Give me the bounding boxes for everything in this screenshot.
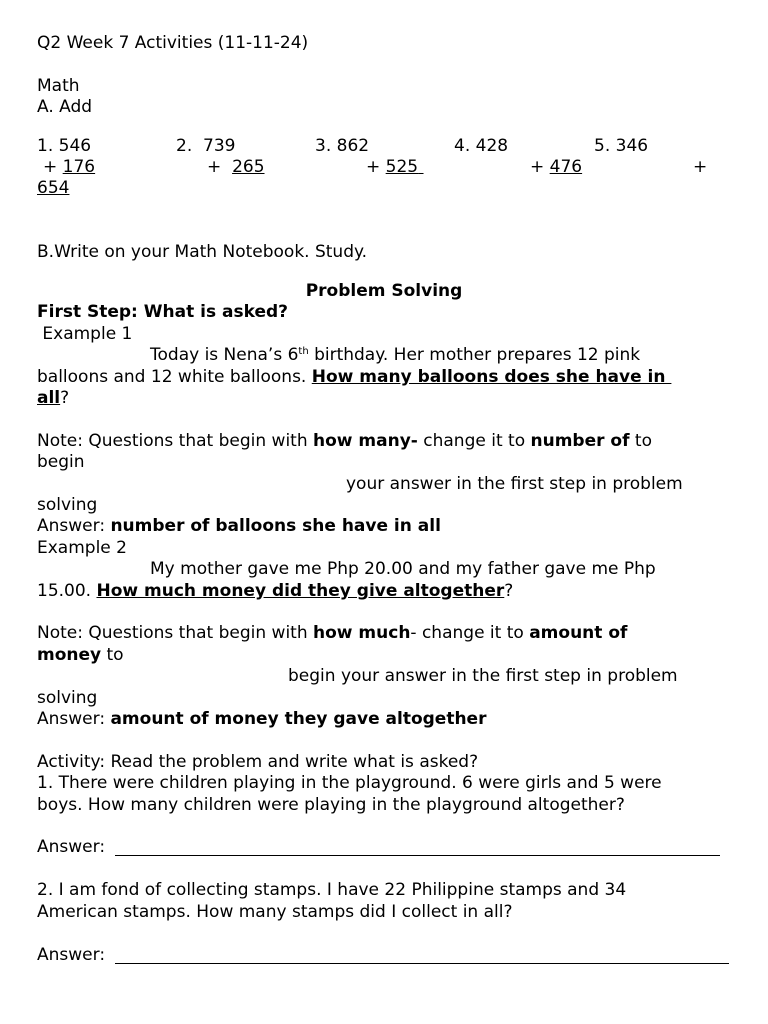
- problem-solving-heading: Problem Solving: [305, 281, 463, 301]
- example-2-note: Note: Questions that begin with how much- change it to amount of: [37, 623, 628, 643]
- example-2-line-2: 15.00. How much money did they give altogether?: [37, 581, 514, 601]
- example-2-note-line-3: begin your answer in the first step in problem: [288, 666, 678, 686]
- example-1-note: Note: Questions that begin with how many- change it to number of to: [37, 431, 652, 451]
- problem-4-top: 4. 428: [454, 136, 509, 156]
- example-2-line-1: My mother gave me Php 20.00 and my father gave me Php: [150, 559, 656, 579]
- problem-5-bottom: 654: [37, 178, 70, 198]
- problem-1-bottom: + 176: [43, 157, 96, 177]
- activity-item-1-answer-label: Answer:: [37, 837, 111, 857]
- example-1-line-2: balloons and 12 white balloons. How many balloons does she have in: [37, 367, 672, 387]
- example-2-label: Example 2: [37, 538, 127, 558]
- problem-1-top: 1. 546: [37, 136, 92, 156]
- example-1-line-1: Today is Nena’s 6th birthday. Her mother prepares 12 pink: [150, 345, 641, 365]
- example-2-answer: Answer: amount of money they gave altogether: [37, 709, 487, 729]
- page-title: Q2 Week 7 Activities (11-11-24): [37, 33, 309, 53]
- activity-item-2-answer-label: Answer:: [37, 945, 111, 965]
- example-2-note-line-2: money to: [37, 645, 124, 665]
- example-1-answer: Answer: number of balloons she have in all: [37, 516, 441, 536]
- problem-4-bottom: + 476: [530, 157, 583, 177]
- subject-label: Math: [37, 76, 80, 96]
- activity-item-2-line-2: American stamps. How many stamps did I collect in all?: [37, 902, 513, 922]
- first-step-heading: First Step: What is asked?: [37, 302, 289, 322]
- activity-instruction: Activity: Read the problem and write what is asked?: [37, 752, 479, 772]
- problem-2-top: 2. 739: [176, 136, 236, 156]
- problem-5-top: 5. 346: [594, 136, 649, 156]
- example-2-note-line-4: solving: [37, 688, 98, 708]
- problem-3-bottom: + 525: [366, 157, 419, 177]
- example-1-note-line-3: your answer in the first step in problem: [346, 474, 683, 494]
- example-1-note-line-4: solving: [37, 495, 98, 515]
- problem-5-sign: +: [693, 157, 708, 177]
- activity-item-1-line-2: boys. How many children were playing in the playground altogether?: [37, 795, 625, 815]
- section-b-label: B.Write on your Math Notebook. Study.: [37, 242, 368, 262]
- problem-3-top: 3. 862: [315, 136, 370, 156]
- activity-item-2-answer-line[interactable]: [115, 946, 729, 964]
- activity-item-1-answer-line[interactable]: [115, 838, 720, 856]
- problem-2-bottom: + 265: [207, 157, 265, 177]
- example-1-label: Example 1: [37, 324, 133, 344]
- activity-item-2-line-1: 2. I am fond of collecting stamps. I have 22 Philippine stamps and 34: [37, 880, 627, 900]
- example-1-note-line-2: begin: [37, 452, 85, 472]
- activity-item-1-line-1: 1. There were children playing in the playground. 6 were girls and 5 were: [37, 773, 662, 793]
- example-1-line-3: all?: [37, 388, 70, 408]
- section-a-label: A. Add: [37, 97, 93, 117]
